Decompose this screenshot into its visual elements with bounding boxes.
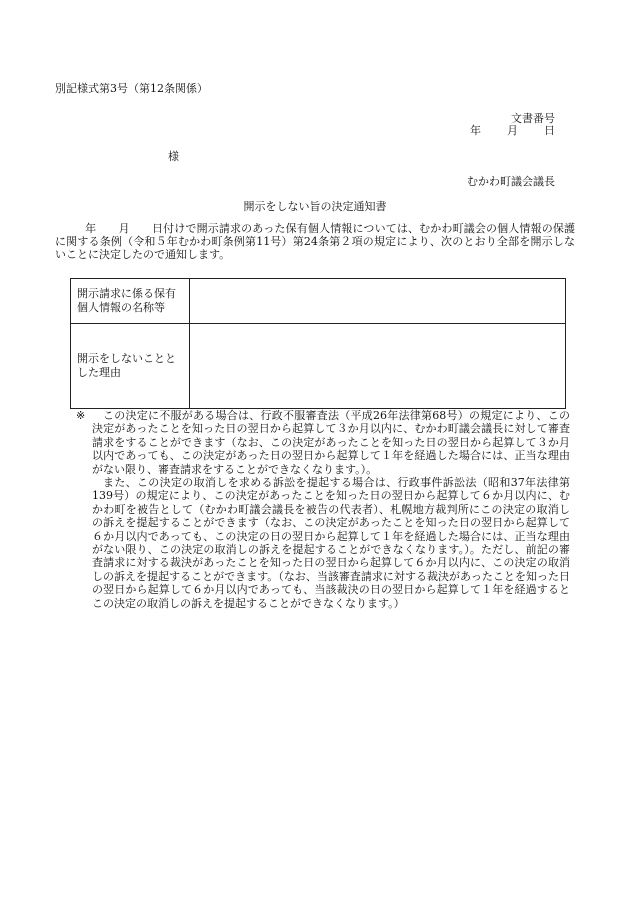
date-day: 日 <box>544 124 555 137</box>
note-lawsuit-paragraph: また、この決定の取消しを求める訴訟を提起する場合は、行政事件訴訟法（昭和37年法律第139号）の規定により、この決定があったことを知った日の翌日から起算して６か月以内に、むかわ町を被告として（むかわ町議会議長を被告の代表者）、札幌地方裁判所にこの決定の取消しの訴えを提起することができます（なお、この決定があったことを知った日の翌日から起算して６か月以内であっても、この決定の日の翌日から起算して１年を経過した場合には、正当な理由がない限り、この決定の取消しの訴えを提起することができなくなります。）。ただし、前記の審査請求に対する裁決があったことを知った日の翌日から起算して６か月以内に、この決定の取消しの訴えを提起することができます。（なお、当該審査請求に対する裁決があったことを知った日の翌日から起算して６か月以内であっても、当該裁決の日の翌日から起算して１年を経過するとこの決定の取消しの訴えを提起することができなくなります。） <box>92 476 570 610</box>
table-value-reason <box>190 324 566 409</box>
date-month: 月 <box>507 124 518 137</box>
body-text: 開示請求のあった保有個人情報については、むかわ町議会の個人情報の保護に関する条例（令和５年むかわ町条例第11号）第24条第２項の規定により、次のとおり全部を開示しないことに決定したので通知します。 <box>55 222 576 261</box>
notes-section <box>72 409 570 610</box>
table-label-reason: 開示をしないこととした理由 <box>71 324 190 409</box>
document-number-label: 文書番号 <box>511 112 555 125</box>
date-year: 年 <box>470 124 481 137</box>
document-title: 開示をしない旨の決定通知書 <box>243 200 387 213</box>
body-date-prefix: 年 月 日付けで <box>85 222 197 235</box>
form-label: 別記様式第3号（第12条関係） <box>55 82 208 95</box>
table-row <box>71 279 566 324</box>
note-mark: ※ <box>76 409 86 422</box>
table-row <box>71 324 566 409</box>
table-label-info-name: 開示請求に係る保有個人情報の名称等 <box>71 279 190 324</box>
date-line <box>470 122 555 138</box>
addressee-suffix: 様 <box>168 150 179 163</box>
issuer-name: むかわ町議会議長 <box>467 175 555 188</box>
note-item <box>72 409 570 610</box>
note-appeal-paragraph: この決定に不服がある場合は、行政不服審査法（平成26年法律第68号）の規定により、この決定があったことを知った日の翌日から起算して３か月以内に、むかわ町議会議長に対して審査請求をすることができます（なお、この決定があったことを知った日の翌日から起算して３か月以内であっても、この決定があった日の翌日から起算して１年を経過した場合には、正当な理由がない限り、審査請求をすることができなくなります。）。 <box>92 409 570 476</box>
info-table <box>70 278 566 409</box>
body-paragraph <box>55 222 575 261</box>
table-value-info-name <box>190 279 566 324</box>
